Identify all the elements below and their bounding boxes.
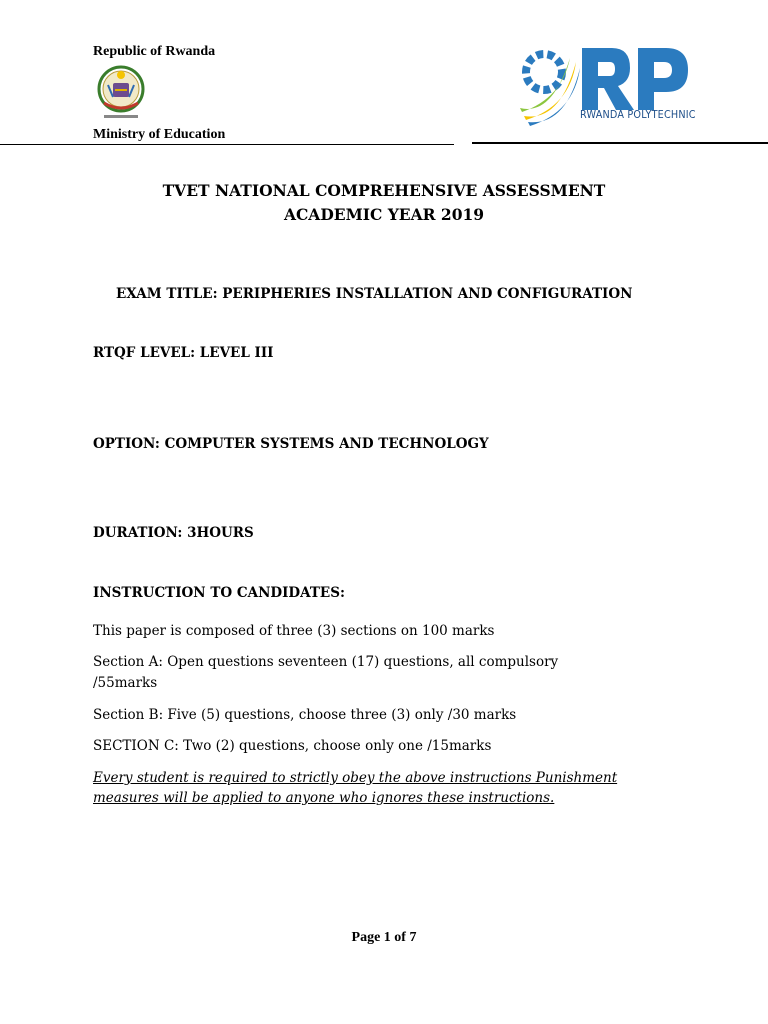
warning-text: measures will be applied to anyone who ignores these instructions.	[93, 790, 555, 806]
academic-year: ACADEMIC YEAR 2019	[283, 205, 485, 224]
ministry-name: Ministry of Education	[93, 127, 226, 142]
instruction-line: Section B: Five (5) questions, choose three (3) only /30 marks	[93, 707, 517, 723]
instruction-line: This paper is composed of three (3) sections on 100 marks	[93, 623, 495, 639]
warning-text: Every student is required to strictly obey the above instructions Punishment	[93, 770, 618, 786]
header-divider-right	[472, 142, 768, 144]
instruction-line: /55marks	[93, 675, 158, 691]
rtqf-level: RTQF LEVEL: LEVEL III	[93, 345, 274, 361]
header-divider-left	[0, 144, 454, 145]
polytechnic-name: RWANDA POLYTECHNIC	[580, 109, 696, 121]
exam-option: OPTION: COMPUTER SYSTEMS AND TECHNOLOGY	[93, 436, 489, 452]
instructions-heading: INSTRUCTION TO CANDIDATES:	[93, 585, 345, 601]
exam-duration: DURATION: 3HOURS	[93, 525, 254, 541]
rwanda-coat-of-arms-icon	[94, 63, 148, 123]
exam-title: EXAM TITLE: PERIPHERIES INSTALLATION AND CONFIGURATION	[116, 286, 633, 302]
page-number: Page 1 of 7	[351, 930, 417, 945]
instruction-line: SECTION C: Two (2) questions, choose only one /15marks	[93, 738, 492, 754]
country-name: Republic of Rwanda	[93, 44, 216, 59]
assessment-title: TVET NATIONAL COMPREHENSIVE ASSESSMENT	[162, 181, 606, 200]
instruction-line: Section A: Open questions seventeen (17) questions, all compulsory	[93, 654, 559, 670]
